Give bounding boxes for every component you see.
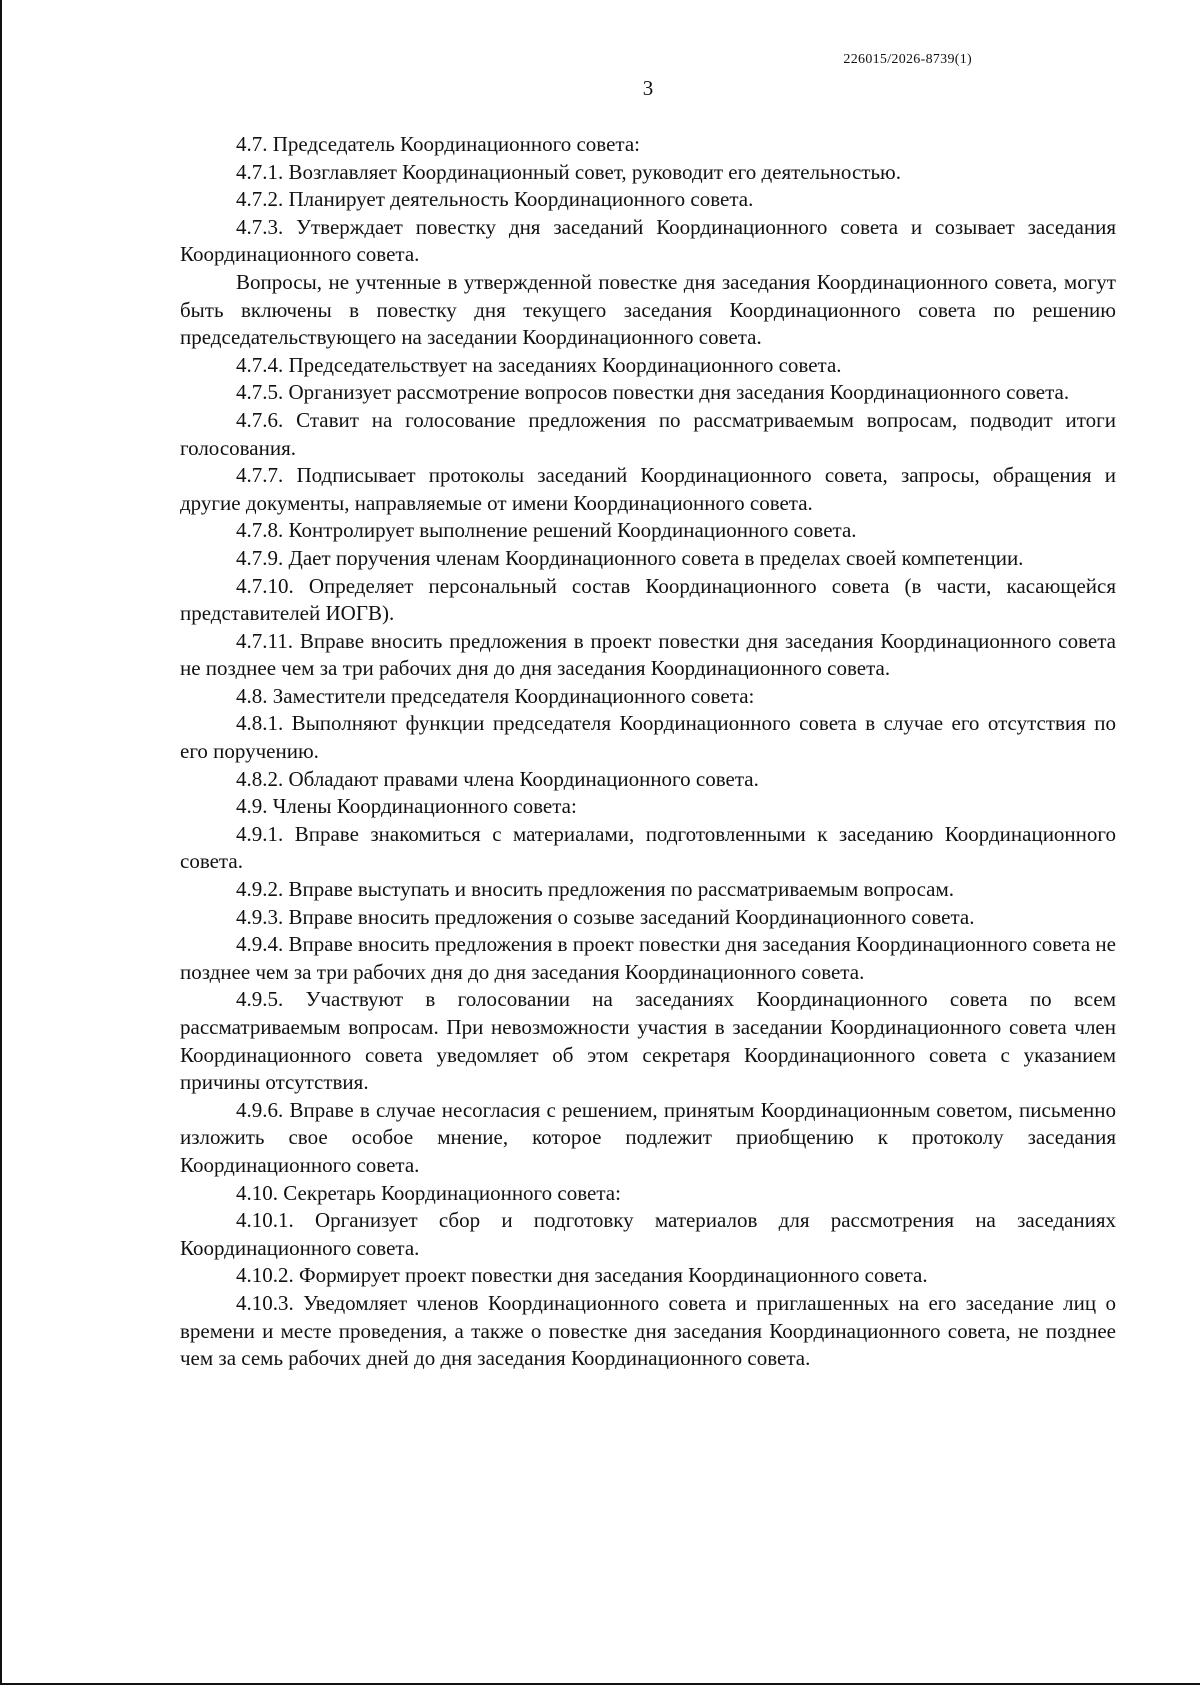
paragraph-4-7-10: 4.7.10. Определяет персональный состав Координационного совета (в части, касающейся представителей ИОГВ). xyxy=(180,573,1116,626)
paragraph-4-7-2: 4.7.2. Планирует деятельность Координационного совета. xyxy=(236,187,754,212)
paragraph-4-8-2: 4.8.2. Обладают правами члена Координационного совета. xyxy=(236,766,759,791)
paragraph-4-7-5: 4.7.5. Организует рассмотрение вопросов повестки дня заседания Координационного совета. xyxy=(236,380,1070,405)
paragraph-4-9-4: 4.9.4. Вправе вносить предложения в проект повестки дня заседания Координационного совета не позднее чем за три рабочих дня до дня заседания Координационного совета. xyxy=(180,932,1116,984)
paragraph-4-7-3-note: Вопросы, не учтенные в утвержденной повестке дня заседания Координационного совета, могут быть включены в повестку дня текущего заседания Координационного совета по решению председательствующего на заседании Координационного совета. xyxy=(180,269,1116,350)
paragraph-4-9-2: 4.9.2. Вправе выступать и вносить предложения по рассматриваемым вопросам. xyxy=(236,877,955,902)
paragraph-4-9-3: 4.9.3. Вправе вносить предложения о созыве заседаний Координационного совета. xyxy=(236,904,975,929)
paragraph-4-8-1: 4.8.1. Выполняют функции председателя Координационного совета в случае его отсутствия по его поручению. xyxy=(180,711,1116,764)
paragraph-4-10: 4.10. Секретарь Координационного совета: xyxy=(236,1180,621,1205)
paragraph-4-9-1: 4.9.1. Вправе знакомиться с материалами, подготовленными к заседанию Координационного совета. xyxy=(180,821,1116,874)
paragraph-4-10-1: 4.10.1. Организует сбор и подготовку материалов для рассмотрения на заседаниях Координационного совета. xyxy=(180,1208,1116,1260)
document-registration-number: 226015/2026-8739(1) xyxy=(843,52,972,67)
paragraph-4-7-1: 4.7.1. Возглавляет Координационный совет, руководит его деятельностью. xyxy=(236,159,901,184)
paragraph-4-7-6: 4.7.6. Ставит на голосование предложения по рассматриваемым вопросам, подводит итоги голосования. xyxy=(180,407,1116,460)
paragraph-4-10-2: 4.10.2. Формирует проект повестки дня заседания Координационного совета. xyxy=(236,1263,928,1288)
paragraph-4-7-9: 4.7.9. Дает поручения членам Координационного совета в пределах своей компетенции. xyxy=(236,545,1024,570)
paragraph-4-7-4: 4.7.4. Председательствует на заседаниях Координационного совета. xyxy=(236,352,842,377)
paragraph-4-7-8: 4.7.8. Контролирует выполнение решений Координационного совета. xyxy=(236,518,857,543)
paragraph-4-7: 4.7. Председатель Координационного совета: xyxy=(236,132,641,156)
paragraph-4-9-5: 4.9.5. Участвуют в голосовании на заседаниях Координационного совета по всем рассматриваемым вопросам. При невозможности участия в заседании Координационного совета член Координационного совета уведомляет об этом секретаря Координационного совета с указанием причины отсутствия. xyxy=(180,987,1116,1095)
document-body xyxy=(180,131,1116,1373)
paragraph-4-9: 4.9. Члены Координационного совета: xyxy=(236,794,577,819)
paragraph-4-7-7: 4.7.7. Подписывает протоколы заседаний Координационного совета, запросы, обращения и другие документы, направляемые от имени Координационного совета. xyxy=(180,463,1116,515)
paragraph-4-7-3: 4.7.3. Утверждает повестку дня заседаний Координационного совета и созывает заседания Координационного совета. xyxy=(180,214,1116,267)
paragraph-4-7-11: 4.7.11. Вправе вносить предложения в проект повестки дня заседания Координационного совета не позднее чем за три рабочих дня до дня заседания Координационного совета. xyxy=(180,628,1116,681)
paragraph-4-10-3: 4.10.3. Уведомляет членов Координационного совета и приглашенных на его заседание лиц о времени и месте проведения, а также о повестке дня заседания Координационного совета, не позднее чем за семь рабочих дней до дня заседания Координационного совета. xyxy=(180,1290,1116,1371)
page-number: 3 xyxy=(642,76,654,100)
paragraph-4-9-6: 4.9.6. Вправе в случае несогласия с решением, принятым Координационным советом, письменно изложить свое особое мнение, которое подлежит приобщению к протоколу заседания Координационного совета. xyxy=(180,1097,1116,1177)
paragraph-4-8: 4.8. Заместители председателя Координационного совета: xyxy=(236,683,755,708)
